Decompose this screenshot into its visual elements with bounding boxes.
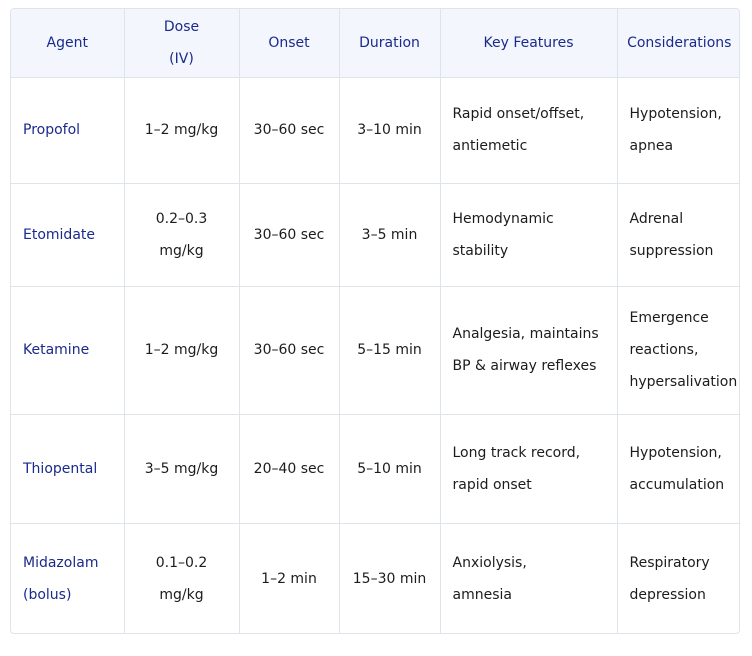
cell-considerations: Hypotension, apnea bbox=[617, 78, 740, 184]
cell-dose: 1–2 mg/kg bbox=[124, 78, 239, 184]
cell-key-features: Rapid onset/offset, antiemetic bbox=[440, 78, 617, 184]
cell-onset: 30–60 sec bbox=[239, 287, 339, 415]
cell-key-features: Long track record, rapid onset bbox=[440, 414, 617, 524]
table-row bbox=[11, 183, 740, 287]
header-agent: Agent bbox=[11, 9, 124, 78]
cell-onset: 1–2 min bbox=[239, 524, 339, 633]
cell-considerations: Respiratory depression bbox=[617, 524, 740, 633]
header-duration: Duration bbox=[339, 9, 440, 78]
table-row bbox=[11, 287, 740, 415]
cell-key-features: Hemodynamic stability bbox=[440, 183, 617, 287]
cell-dose: 0.1–0.2 mg/kg bbox=[124, 524, 239, 633]
table-row bbox=[11, 78, 740, 184]
cell-onset: 30–60 sec bbox=[239, 183, 339, 287]
cell-duration: 3–10 min bbox=[339, 78, 440, 184]
cell-duration: 3–5 min bbox=[339, 183, 440, 287]
header-considerations: Considerations bbox=[617, 9, 740, 78]
table-row bbox=[11, 524, 740, 633]
cell-duration: 5–15 min bbox=[339, 287, 440, 415]
cell-key-features: Analgesia, maintains BP & airway reflexes bbox=[440, 287, 617, 415]
cell-agent: Thiopental bbox=[11, 414, 124, 524]
cell-agent: Propofol bbox=[11, 78, 124, 184]
cell-onset: 20–40 sec bbox=[239, 414, 339, 524]
cell-agent: Etomidate bbox=[11, 183, 124, 287]
cell-onset: 30–60 sec bbox=[239, 78, 339, 184]
cell-duration: 15–30 min bbox=[339, 524, 440, 633]
header-dose: Dose (IV) bbox=[124, 9, 239, 78]
header-onset: Onset bbox=[239, 9, 339, 78]
cell-agent: Midazolam (bolus) bbox=[11, 524, 124, 633]
cell-considerations: Hypotension, accumulation bbox=[617, 414, 740, 524]
cell-considerations: Adrenal suppression bbox=[617, 183, 740, 287]
cell-key-features: Anxiolysis, amnesia bbox=[440, 524, 617, 633]
header-key-features: Key Features bbox=[440, 9, 617, 78]
table-row bbox=[11, 414, 740, 524]
induction-agents-table-container bbox=[10, 8, 740, 634]
cell-considerations: Emergence reactions, hypersalivation bbox=[617, 287, 740, 415]
cell-agent: Ketamine bbox=[11, 287, 124, 415]
table-header-row bbox=[11, 9, 740, 78]
cell-duration: 5–10 min bbox=[339, 414, 440, 524]
cell-dose: 1–2 mg/kg bbox=[124, 287, 239, 415]
induction-agents-table bbox=[11, 9, 740, 633]
cell-dose: 0.2–0.3 mg/kg bbox=[124, 183, 239, 287]
cell-dose: 3–5 mg/kg bbox=[124, 414, 239, 524]
